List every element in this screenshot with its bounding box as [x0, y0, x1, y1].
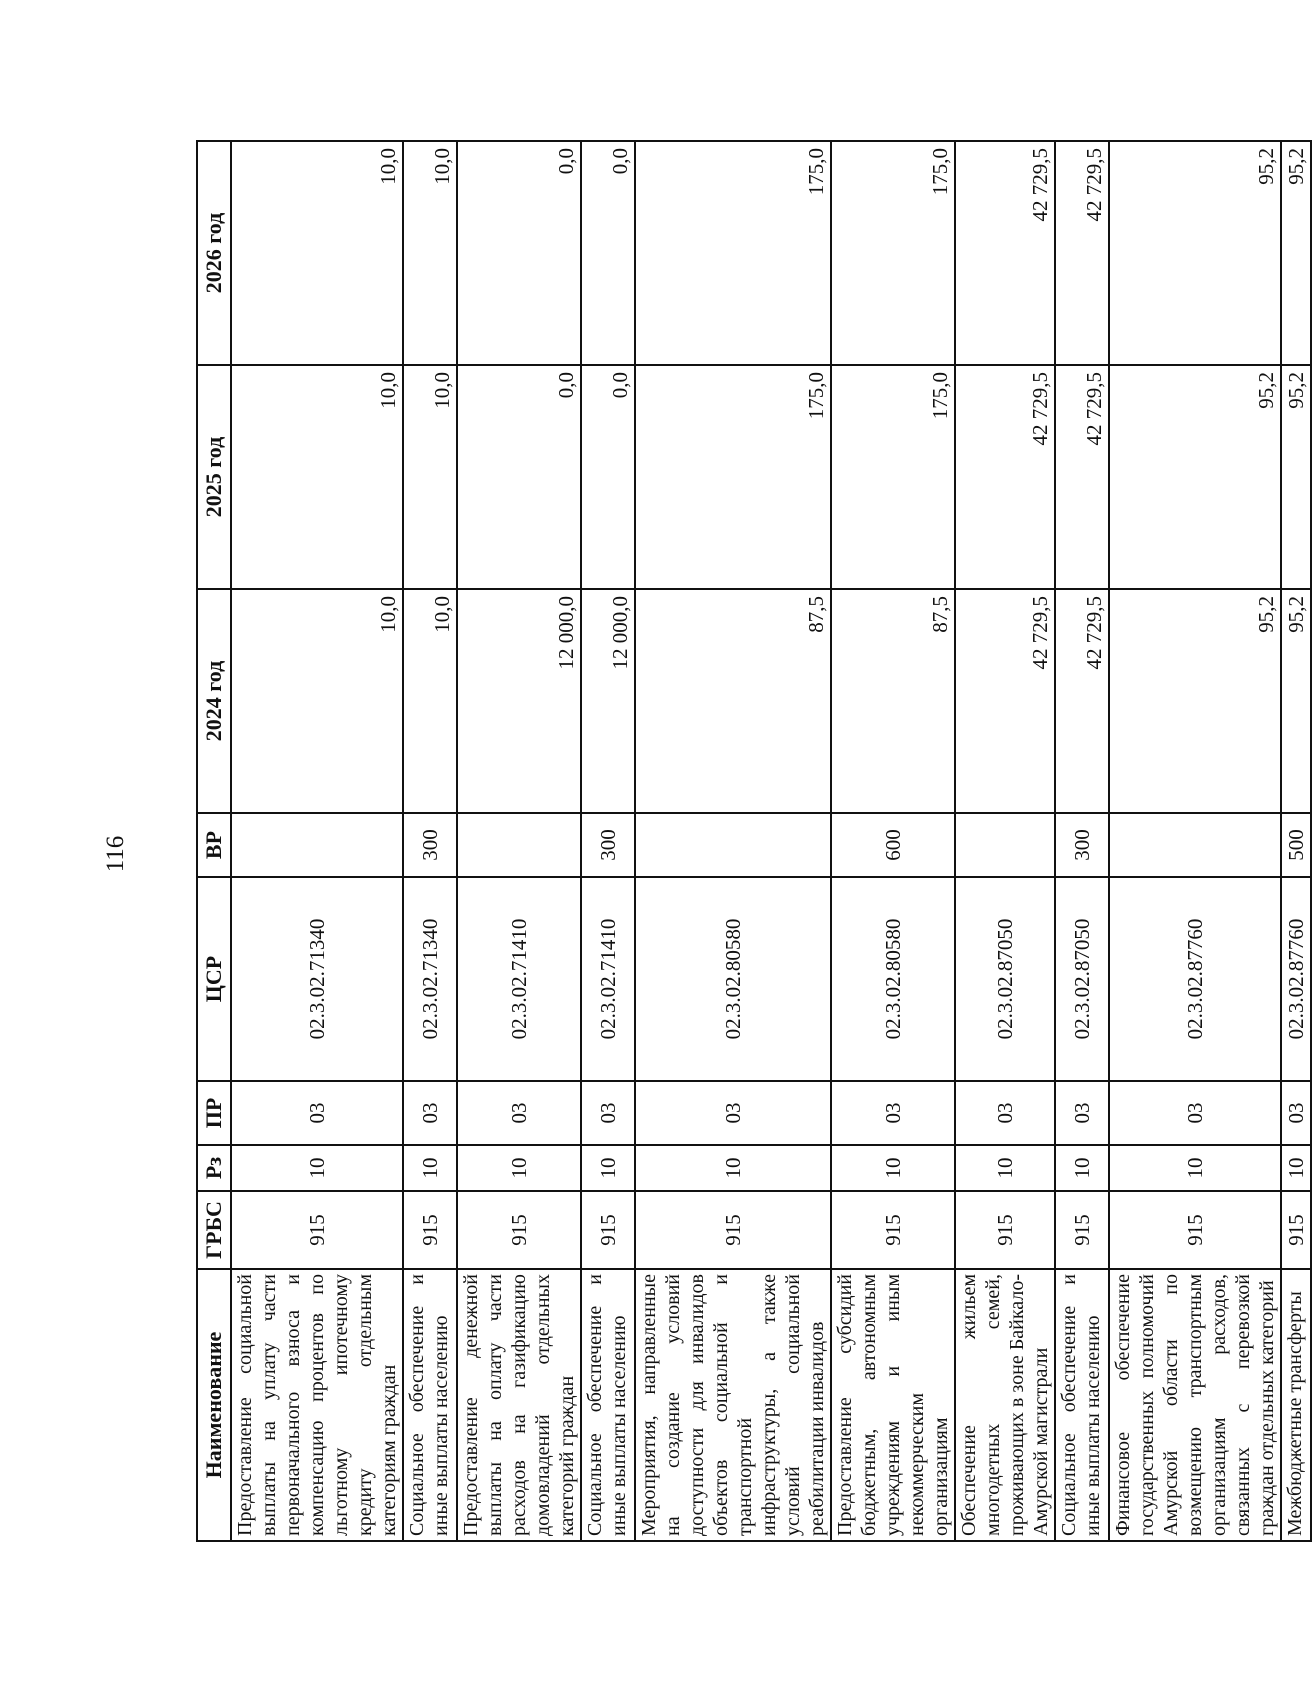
row-2025: 95,2	[1109, 365, 1281, 589]
row-2024: 95,2	[1281, 589, 1311, 813]
row-grbs: 915	[1281, 1191, 1311, 1269]
row-csr: 02.3.02.71410	[457, 877, 581, 1081]
row-rz: 10	[457, 1145, 581, 1191]
table-row	[231, 141, 403, 1541]
row-pr: 03	[403, 1081, 457, 1145]
row-name: Межбюджетные трансферты	[1281, 1269, 1311, 1541]
row-grbs: 915	[635, 1191, 831, 1269]
table-row	[1281, 141, 1311, 1541]
row-name: Финансовое обеспечение государственных полномочий Амурской области по возмещению транспортным организациям расходов, связанных с перевозкой граждан отдельных категорий	[1109, 1269, 1281, 1541]
header-2024: 2024 год	[197, 589, 231, 813]
row-2024: 42 729,5	[955, 589, 1055, 813]
row-2025: 10,0	[231, 365, 403, 589]
row-pr: 03	[231, 1081, 403, 1145]
row-grbs: 915	[1055, 1191, 1109, 1269]
row-csr: 02.3.02.71340	[231, 877, 403, 1081]
row-grbs: 915	[231, 1191, 403, 1269]
row-2025: 175,0	[831, 365, 955, 589]
row-csr: 02.3.02.87760	[1109, 877, 1281, 1081]
table-row	[1055, 141, 1109, 1541]
row-csr: 02.3.02.71340	[403, 877, 457, 1081]
row-rz: 10	[581, 1145, 635, 1191]
row-grbs: 915	[831, 1191, 955, 1269]
row-2025: 175,0	[635, 365, 831, 589]
row-rz: 10	[1055, 1145, 1109, 1191]
row-vr: 300	[581, 813, 635, 877]
row-csr: 02.3.02.87760	[1281, 877, 1311, 1081]
table-row	[1109, 141, 1281, 1541]
row-vr: 500	[1281, 813, 1311, 877]
row-name: Мероприятия, направленные на создание условий доступности для инвалидов объектов социальной и транспортной инфраструктуры, а также условий социальной реабилитации инвалидов	[635, 1269, 831, 1541]
row-pr: 03	[457, 1081, 581, 1145]
header-rz: Рз	[197, 1145, 231, 1191]
row-2024: 87,5	[635, 589, 831, 813]
row-pr: 03	[831, 1081, 955, 1145]
row-rz: 10	[1109, 1145, 1281, 1191]
row-name: Социальное обеспечение и иные выплаты населению	[1055, 1269, 1109, 1541]
row-vr: 600	[831, 813, 955, 877]
row-rz: 10	[955, 1145, 1055, 1191]
table-row	[403, 141, 457, 1541]
row-vr: 300	[403, 813, 457, 877]
row-name: Обеспечение жильем многодетных семей, проживающих в зоне Байкало-Амурской магистрали	[955, 1269, 1055, 1541]
row-csr: 02.3.02.80580	[831, 877, 955, 1081]
row-name: Социальное обеспечение и иные выплаты населению	[403, 1269, 457, 1541]
table-row	[457, 141, 581, 1541]
row-pr: 03	[955, 1081, 1055, 1145]
row-2025: 95,2	[1281, 365, 1311, 589]
row-2025: 42 729,5	[1055, 365, 1109, 589]
table-row	[635, 141, 831, 1541]
header-grbs: ГРБС	[197, 1191, 231, 1269]
header-csr: ЦСР	[197, 877, 231, 1081]
header-pr: ПР	[197, 1081, 231, 1145]
row-name: Предоставление денежной выплаты на оплату части расходов на газификацию домовладений отдельных категорий граждан	[457, 1269, 581, 1541]
row-2026: 0,0	[581, 141, 635, 365]
row-2026: 175,0	[635, 141, 831, 365]
row-2025: 0,0	[457, 365, 581, 589]
table-row	[581, 141, 635, 1541]
row-vr	[457, 813, 581, 877]
table-header-row	[197, 141, 231, 1541]
row-pr: 03	[581, 1081, 635, 1145]
row-pr: 03	[1055, 1081, 1109, 1145]
row-csr: 02.3.02.71410	[581, 877, 635, 1081]
row-csr: 02.3.02.80580	[635, 877, 831, 1081]
row-name: Предоставление социальной выплаты на уплату части первоначального взноса и компенсацию процентов по льготному ипотечному кредиту отдельным категориям граждан	[231, 1269, 403, 1541]
row-2025: 10,0	[403, 365, 457, 589]
row-grbs: 915	[581, 1191, 635, 1269]
row-grbs: 915	[1109, 1191, 1281, 1269]
row-csr: 02.3.02.87050	[1055, 877, 1109, 1081]
row-pr: 03	[635, 1081, 831, 1145]
header-vr: ВР	[197, 813, 231, 877]
row-rz: 10	[831, 1145, 955, 1191]
table-row	[955, 141, 1055, 1541]
page-number: 116	[102, 835, 129, 873]
header-2026: 2026 год	[197, 141, 231, 365]
row-2026: 42 729,5	[955, 141, 1055, 365]
row-2026: 95,2	[1109, 141, 1281, 365]
row-grbs: 915	[955, 1191, 1055, 1269]
row-2026: 10,0	[403, 141, 457, 365]
row-csr: 02.3.02.87050	[955, 877, 1055, 1081]
row-2024: 95,2	[1109, 589, 1281, 813]
row-2026: 95,2	[1281, 141, 1311, 365]
row-2024: 10,0	[231, 589, 403, 813]
row-grbs: 915	[403, 1191, 457, 1269]
row-grbs: 915	[457, 1191, 581, 1269]
row-rz: 10	[231, 1145, 403, 1191]
row-rz: 10	[635, 1145, 831, 1191]
row-2026: 10,0	[231, 141, 403, 365]
row-2025: 42 729,5	[955, 365, 1055, 589]
row-pr: 03	[1109, 1081, 1281, 1145]
row-vr	[635, 813, 831, 877]
row-name: Предоставление субсидий бюджетным, автономным учреждениям и иным некоммерческим организациям	[831, 1269, 955, 1541]
row-vr	[1109, 813, 1281, 877]
row-2024: 42 729,5	[1055, 589, 1109, 813]
row-2024: 10,0	[403, 589, 457, 813]
row-rz: 10	[1281, 1145, 1311, 1191]
table-row	[831, 141, 955, 1541]
header-name: Наименование	[197, 1269, 231, 1541]
row-2024: 12 000,0	[457, 589, 581, 813]
row-2025: 0,0	[581, 365, 635, 589]
header-2025: 2025 год	[197, 365, 231, 589]
row-name: Социальное обеспечение и иные выплаты населению	[581, 1269, 635, 1541]
budget-table	[196, 140, 1312, 1542]
rotated-table-container	[196, 140, 1308, 1542]
row-2026: 42 729,5	[1055, 141, 1109, 365]
row-2026: 175,0	[831, 141, 955, 365]
row-pr: 03	[1281, 1081, 1311, 1145]
row-vr: 300	[1055, 813, 1109, 877]
row-vr	[955, 813, 1055, 877]
row-vr	[231, 813, 403, 877]
row-2024: 12 000,0	[581, 589, 635, 813]
row-2024: 87,5	[831, 589, 955, 813]
row-rz: 10	[403, 1145, 457, 1191]
row-2026: 0,0	[457, 141, 581, 365]
